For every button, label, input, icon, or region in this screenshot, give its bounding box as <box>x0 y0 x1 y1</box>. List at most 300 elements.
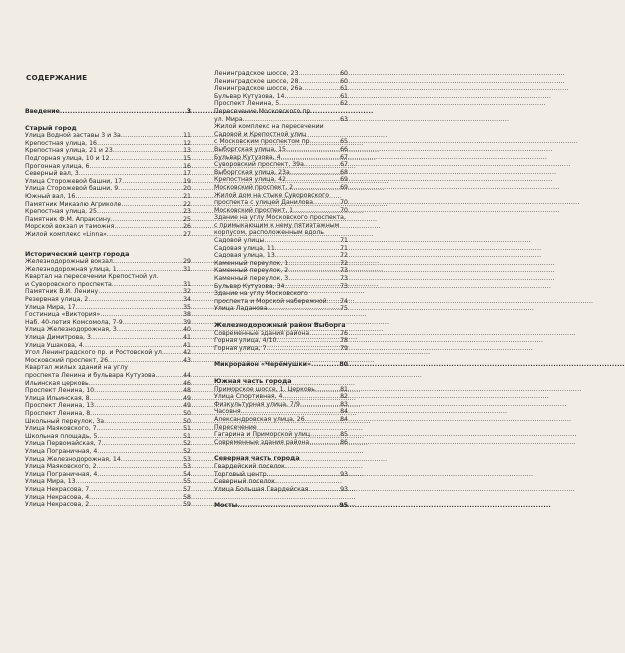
toc-entry-page: 20 <box>183 185 191 193</box>
toc-entry[interactable] <box>25 471 191 479</box>
toc-entry-title: Садовая улица, 11 <box>214 244 275 252</box>
dot-leader <box>302 85 340 93</box>
toc-entry[interactable] <box>25 281 191 289</box>
toc-entry[interactable] <box>214 237 348 245</box>
dot-leader <box>97 463 184 471</box>
toc-entry-title: Улица Пограничная, 4 <box>25 447 98 455</box>
toc-entry-page: 73 <box>340 275 348 283</box>
toc-entry-title: проспекта и Морской набережной <box>214 297 327 305</box>
toc-entry-page: 76 <box>340 329 348 337</box>
toc-entry-page: 75 <box>340 305 348 313</box>
dot-leader <box>237 502 339 510</box>
toc-entry[interactable] <box>214 146 348 154</box>
toc-entry-title: Резервная улица, 2 <box>25 296 89 304</box>
toc-entry[interactable] <box>25 140 191 148</box>
toc-entry-title: проспекта Ленина и бульвара Кутузова <box>25 372 156 379</box>
toc-entry-page: 53 <box>183 455 191 463</box>
toc-entry-title: Выборгская улица, 23а <box>214 168 290 176</box>
toc-entry[interactable] <box>25 334 191 342</box>
toc-entry-title: Горная улица, 7 <box>214 344 267 352</box>
toc-entry-page: 80 <box>339 361 348 369</box>
dot-leader <box>308 486 340 494</box>
toc-entry-page: 78 <box>340 337 348 345</box>
toc-entry[interactable] <box>214 431 348 439</box>
toc-entry-page: 54 <box>183 470 191 478</box>
toc-entry-title: Улица Пограничная, 4 <box>25 470 98 478</box>
toc-left-column <box>25 108 191 509</box>
toc-entry-page: 73 <box>340 267 348 275</box>
toc-entry-title: Ленинградское шоссе, 23 <box>214 70 299 77</box>
toc-entry[interactable] <box>25 486 191 494</box>
dot-leader <box>284 93 340 101</box>
toc-entry[interactable] <box>214 305 348 313</box>
toc-entry-page: 29 <box>183 258 191 266</box>
toc-entry-page: 58 <box>183 493 191 501</box>
toc-entry-page: 93 <box>340 485 348 493</box>
toc-entry-title: Проспект Ленина, 5 <box>214 100 280 108</box>
dot-leader <box>100 311 183 319</box>
toc-entry-title: Крепостная улица, 42 <box>214 176 286 184</box>
toc-entry-title: Угол Ленинградского пр. и Ростовской ул. <box>25 349 164 357</box>
dot-leader <box>122 178 183 186</box>
toc-entry-title: Мосты <box>214 502 238 510</box>
toc-entry[interactable] <box>25 326 191 334</box>
toc-entry[interactable] <box>214 70 348 78</box>
toc-entry-page: 69 <box>340 183 348 191</box>
toc-entry-title: Улица Мира, 13 <box>25 478 76 486</box>
dot-leader <box>113 258 183 266</box>
dot-leader <box>293 207 340 215</box>
toc-entry-title: Школьный переулок, 3а <box>25 417 105 425</box>
toc-entry-page: 65 <box>340 138 348 146</box>
toc-entry[interactable] <box>214 154 348 162</box>
toc-entry[interactable] <box>214 361 348 369</box>
toc-entry[interactable] <box>25 402 191 410</box>
toc-entry-page: 85 <box>340 431 348 439</box>
toc-entry[interactable] <box>214 199 348 207</box>
dot-leader <box>114 223 183 231</box>
toc-entry[interactable] <box>214 486 348 494</box>
toc-entry[interactable] <box>25 395 191 403</box>
toc-entry[interactable] <box>25 410 191 418</box>
toc-entry-title: Памятник Ф.М. Апраксину <box>25 215 111 223</box>
dot-leader <box>79 170 183 178</box>
dot-leader <box>313 199 340 207</box>
toc-entry-title: и Суворовского проспекта <box>25 280 112 288</box>
toc-entry-line: Жилой дом на стыке Суворовского <box>214 191 330 199</box>
toc-entry-title: Крепостная улица, 16 <box>25 139 97 147</box>
toc-entry[interactable] <box>25 456 191 464</box>
toc-entry-page: 43 <box>183 356 191 364</box>
toc-entry-page: 81 <box>340 385 348 393</box>
dot-leader <box>121 132 183 140</box>
toc-entry-page: 59 <box>183 501 191 509</box>
dot-leader <box>288 275 340 283</box>
dot-leader <box>107 231 183 239</box>
dot-leader <box>305 416 340 424</box>
toc-entry-title: проспекта с улицей Данилова <box>214 199 313 207</box>
toc-entry[interactable] <box>25 387 191 395</box>
toc-entry-page: 17 <box>183 170 191 178</box>
toc-entry[interactable] <box>214 298 348 306</box>
dot-leader <box>293 184 340 192</box>
toc-entry-page: 19 <box>183 177 191 185</box>
toc-entry[interactable] <box>25 147 191 155</box>
toc-entry[interactable] <box>25 258 191 266</box>
toc-entry[interactable] <box>25 448 191 456</box>
dot-leader <box>123 319 183 327</box>
toc-entry-page: 62 <box>340 100 348 108</box>
toc-entry-page: 74 <box>340 297 348 305</box>
dot-leader <box>102 440 184 448</box>
toc-entry[interactable] <box>25 170 191 178</box>
toc-entry-page: 25 <box>183 215 191 223</box>
toc-entry-page: 67 <box>340 153 348 161</box>
dot-leader <box>327 298 340 306</box>
toc-entry[interactable] <box>214 161 348 169</box>
toc-entry-page: 79 <box>340 344 348 352</box>
toc-entry-title: Улица Маяковского, 2 <box>25 463 97 471</box>
section-heading: Старый город <box>25 123 77 132</box>
toc-entry[interactable] <box>25 296 191 304</box>
toc-entry[interactable] <box>214 138 348 146</box>
section-heading: Южная часть города <box>214 376 292 385</box>
toc-entry[interactable] <box>25 478 191 486</box>
toc-entry[interactable] <box>25 193 191 201</box>
toc-entry-title: Улица Мира, 17 <box>25 303 76 311</box>
toc-entry-page: 72 <box>340 252 348 260</box>
toc-entry-title: Бульвар Кутузова, 14 <box>214 92 285 100</box>
toc-entry[interactable] <box>214 275 348 283</box>
dot-leader <box>113 147 183 155</box>
toc-title: СОДЕРЖАНИЕ <box>26 73 88 82</box>
toc-entry-page: 42 <box>183 349 191 357</box>
toc-entry-title: Александровская улица, 26 <box>214 415 305 423</box>
dot-leader <box>75 193 183 201</box>
toc-entry[interactable] <box>25 440 191 448</box>
toc-entry[interactable] <box>214 267 348 275</box>
toc-entry[interactable] <box>214 401 348 409</box>
toc-entry-line: Квартал жилых зданий на углу <box>25 364 128 372</box>
toc-entry-page: 13 <box>183 147 191 155</box>
toc-entry-page: 83 <box>340 400 348 408</box>
toc-entry[interactable] <box>25 311 191 319</box>
toc-entry[interactable] <box>25 201 191 209</box>
toc-entry-title: Часовня <box>214 408 241 416</box>
toc-entry-title: Улица Большая Гвардейская <box>214 485 309 493</box>
toc-entry[interactable] <box>214 283 348 291</box>
toc-right-column <box>214 70 348 510</box>
dot-leader <box>94 402 183 410</box>
toc-entry-page: 50 <box>183 417 191 425</box>
toc-entry-title: Бульвар Кутузова, 4 <box>214 153 281 161</box>
toc-entry[interactable] <box>214 439 348 447</box>
dot-leader <box>279 100 340 108</box>
toc-entry-title: Школьная площадь, 5 <box>25 432 98 440</box>
toc-entry-title: Улица Димитрова, 3 <box>25 334 91 342</box>
toc-entry-title: Жилой комплекс «Linna» <box>25 230 107 238</box>
dot-leader <box>284 283 340 291</box>
toc-entry-title: Приморское шоссе, 1. Церковь <box>214 385 315 393</box>
dot-leader <box>300 401 340 409</box>
toc-entry-page: 35 <box>183 303 191 311</box>
toc-entry[interactable] <box>25 349 191 357</box>
toc-entry[interactable] <box>25 231 191 239</box>
toc-entry-title: Торговый центр <box>214 470 267 478</box>
toc-entry-line: Квартал на пересечении Крепостной ул. <box>25 273 159 281</box>
toc-entry-line: Пересечение <box>214 423 257 431</box>
toc-entry-title: Проспект Ленина, 10 <box>25 387 95 395</box>
toc-entry-page: 21 <box>183 192 191 200</box>
dot-leader <box>298 70 340 78</box>
toc-entry-page: 26 <box>183 223 191 231</box>
toc-entry[interactable] <box>25 463 191 471</box>
toc-entry[interactable] <box>214 330 348 338</box>
toc-entry-title: Улица Железнодорожная, 3 <box>25 326 117 334</box>
toc-entry-title: Морской вокзал и таможня <box>25 223 115 231</box>
toc-entry[interactable] <box>214 345 348 353</box>
toc-entry-page: 31 <box>183 265 191 273</box>
dot-leader <box>283 393 341 401</box>
dot-leader <box>94 387 183 395</box>
dot-leader <box>310 431 340 439</box>
dot-leader <box>111 216 183 224</box>
toc-entry-title: Улица Некрасова, 4 <box>25 493 90 501</box>
dot-leader <box>267 471 340 479</box>
toc-entry-title: Проспект Ленина, 8 <box>25 409 91 417</box>
toc-entry[interactable] <box>214 502 348 510</box>
dot-leader <box>281 154 341 162</box>
toc-entry-page: 48 <box>183 387 191 395</box>
toc-entry-title: Выборгская улица, 15 <box>214 145 286 153</box>
toc-entry-line: корпусом, расположенным вдоль <box>214 229 324 237</box>
dot-leader <box>97 448 183 456</box>
toc-entry-page: 23 <box>183 208 191 216</box>
toc-entry-title: ул. Мира <box>214 115 243 123</box>
toc-entry[interactable] <box>214 78 348 86</box>
toc-entry-title: Каменный переулок, 1 <box>214 259 289 267</box>
toc-entry-title: Ленинградское шоссе, 28 <box>214 77 299 85</box>
dot-leader <box>288 267 340 275</box>
toc-entry[interactable] <box>25 380 191 388</box>
toc-entry-title: Суворовский проспект, 39а <box>214 161 304 169</box>
toc-entry-title: Горная улица, 4/10 <box>214 337 277 345</box>
dot-leader <box>89 494 183 502</box>
section-heading: Северная часть города <box>214 454 300 463</box>
toc-entry-title: Подгорная улица, 10 и 12 <box>25 154 110 162</box>
toc-entry-page: 60 <box>340 77 348 85</box>
toc-entry-title: Улица Спортивная, 4 <box>214 393 283 401</box>
toc-entry-page: 60 <box>340 70 348 77</box>
toc-entry-line: Садовой и Крепостной улиц <box>214 130 307 138</box>
toc-entry-line: с примыкающим к нему пятиэтажным <box>214 221 340 229</box>
toc-entry-title: Железнодорожная улица, 1 <box>25 265 117 273</box>
toc-entry[interactable] <box>25 223 191 231</box>
toc-entry-title: Московский проспект, 1 <box>214 206 294 214</box>
toc-entry[interactable] <box>25 425 191 433</box>
toc-entry-page: 22 <box>183 200 191 208</box>
toc-entry-page: 12 <box>183 139 191 147</box>
toc-entry[interactable] <box>25 208 191 216</box>
dot-leader <box>76 478 184 486</box>
toc-entry[interactable] <box>25 372 191 380</box>
toc-entry-title: Памятник Микаэлю Агриколе <box>25 200 122 208</box>
toc-entry[interactable] <box>25 494 191 502</box>
toc-entry[interactable] <box>25 288 191 296</box>
toc-entry-title: Современные здания района <box>214 438 310 446</box>
toc-entry-page: 31 <box>183 280 191 288</box>
dot-leader <box>60 108 187 116</box>
toc-entry[interactable] <box>214 393 348 401</box>
toc-entry-page: 93 <box>340 470 348 478</box>
toc-entry-page: 11 <box>183 132 191 140</box>
toc-entry-page: 53 <box>183 463 191 471</box>
toc-entry-page: 27 <box>183 230 191 238</box>
toc-entry-page: 49 <box>183 394 191 402</box>
toc-entry-title: Ильинская церковь <box>25 379 89 387</box>
toc-entry-page: 84 <box>340 408 348 416</box>
dot-leader <box>267 345 341 353</box>
dot-leader <box>275 252 340 260</box>
toc-entry-title: Улица Некрасова, 7 <box>25 485 90 493</box>
dot-leader <box>298 78 340 86</box>
toc-entry[interactable] <box>214 93 348 101</box>
dot-leader <box>121 201 183 209</box>
toc-entry-page: 40 <box>183 326 191 334</box>
toc-entry[interactable] <box>214 176 348 184</box>
toc-entry-title: Улица Первомайская, 7 <box>25 440 102 448</box>
toc-entry-page: 71 <box>340 244 348 252</box>
toc-entry-page: 51 <box>183 425 191 433</box>
dot-leader <box>290 169 340 177</box>
toc-entry[interactable] <box>214 337 348 345</box>
toc-entry-title: Введение <box>25 108 60 115</box>
toc-entry[interactable] <box>214 245 348 253</box>
dot-leader <box>97 471 183 479</box>
toc-entry-title: Улица Ильинская, 8 <box>25 394 90 402</box>
toc-entry[interactable] <box>25 132 191 140</box>
toc-entry-page: 55 <box>183 478 191 486</box>
toc-entry[interactable] <box>214 386 348 394</box>
dot-leader <box>97 208 183 216</box>
dot-leader <box>164 349 183 357</box>
toc-entry-page: 38 <box>183 311 191 319</box>
dot-leader <box>97 425 184 433</box>
toc-entry-title: Улица Маяковского, 7 <box>25 425 97 433</box>
dot-leader <box>90 163 184 171</box>
dot-leader <box>89 486 183 494</box>
toc-entry-title: Бульвар Кутузова, 34 <box>214 282 285 290</box>
toc-entry[interactable] <box>25 501 191 509</box>
toc-entry-title: Каменный переулок, 3 <box>214 275 289 283</box>
toc-entry-page: 41 <box>183 334 191 342</box>
toc-entry[interactable] <box>214 169 348 177</box>
toc-entry-page: 84 <box>340 415 348 423</box>
dot-leader <box>312 138 341 146</box>
toc-entry-title: Наб. 40-летия Комсомола, 7-9 <box>25 318 123 326</box>
toc-entry-page: 3 <box>186 108 191 115</box>
toc-entry-page: 32 <box>183 288 191 296</box>
dot-leader <box>264 237 340 245</box>
toc-entry-title: с Московским проспектом пр. <box>214 138 312 146</box>
toc-entry[interactable] <box>25 155 191 163</box>
toc-entry-title: Улица Некрасова, 2 <box>25 501 90 509</box>
toc-entry-title: Московский проспект, 2 <box>214 183 294 191</box>
toc-entry[interactable] <box>214 252 348 260</box>
dot-leader <box>97 140 183 148</box>
toc-entry-title: Крепостная улица, 25 <box>25 208 97 216</box>
toc-entry-title: Северный вал, 3 <box>25 170 79 178</box>
toc-entry-page: 86 <box>340 438 348 446</box>
toc-entry[interactable] <box>214 100 348 108</box>
toc-entry-line: Северный поселок. <box>214 478 277 486</box>
toc-entry[interactable] <box>214 207 348 215</box>
toc-entry-title: Садовой улицы <box>214 237 265 245</box>
toc-entry[interactable] <box>214 184 348 192</box>
dot-leader <box>90 410 183 418</box>
dot-leader <box>109 155 183 163</box>
dot-leader <box>241 408 340 416</box>
toc-entry[interactable] <box>25 418 191 426</box>
toc-entry-page: 52 <box>183 447 191 455</box>
toc-entry-page: 46 <box>183 379 191 387</box>
toc-entry[interactable] <box>25 319 191 327</box>
toc-entry-page: 41 <box>183 341 191 349</box>
dot-leader <box>104 418 183 426</box>
toc-entry-title: Каменный переулок, 2 <box>214 267 289 275</box>
toc-entry[interactable] <box>25 185 191 193</box>
toc-entry-title: Московский проспект, 26 <box>25 356 109 364</box>
toc-entry-line: Жилой комплекс на пересечении <box>214 123 324 131</box>
toc-entry[interactable] <box>25 108 191 116</box>
toc-entry[interactable] <box>214 471 348 479</box>
section-gap <box>214 493 348 502</box>
dot-leader <box>276 337 340 345</box>
dot-leader <box>275 245 340 253</box>
toc-entry[interactable] <box>25 304 191 312</box>
toc-entry-title: Крепостная улица, 21 и 23 <box>25 147 113 155</box>
dot-leader <box>117 326 183 334</box>
toc-entry-page: 72 <box>340 259 348 267</box>
dot-leader <box>90 395 184 403</box>
toc-entry-page: 15 <box>183 154 191 162</box>
dot-leader <box>89 380 183 388</box>
toc-entry[interactable] <box>214 416 348 424</box>
toc-entry-title: Ленинградское шоссе, 26а <box>214 85 303 93</box>
toc-entry-title: Гостиница «Виктория» <box>25 311 101 319</box>
dot-leader <box>88 296 183 304</box>
toc-entry-title: Гагарина и Приморской улиц <box>214 431 311 439</box>
toc-entry[interactable] <box>214 85 348 93</box>
toc-entry-line: Здание на углу Московского проспекта, <box>214 214 346 222</box>
toc-entry[interactable] <box>214 408 348 416</box>
dot-leader <box>112 281 183 289</box>
toc-entry-title: Железнодорожный вокзал <box>25 258 113 266</box>
toc-entry-title: Прогонная улица, 6 <box>25 162 90 170</box>
toc-entry-page: 39 <box>183 318 191 326</box>
section-heading: Исторический центр города <box>25 249 130 258</box>
toc-entry-title: Микрорайон «Черёмушки» <box>214 361 312 369</box>
dot-leader <box>118 185 183 193</box>
toc-entry-page: 71 <box>340 237 348 245</box>
toc-entry-page: 66 <box>340 145 348 153</box>
toc-entry-page: 67 <box>340 161 348 169</box>
dot-leader <box>97 433 183 441</box>
dot-leader <box>89 501 183 509</box>
dot-leader <box>91 334 183 342</box>
toc-entry-page: 52 <box>183 440 191 448</box>
toc-entry-title: Улица Сторожевой башни, 9 <box>25 185 119 193</box>
